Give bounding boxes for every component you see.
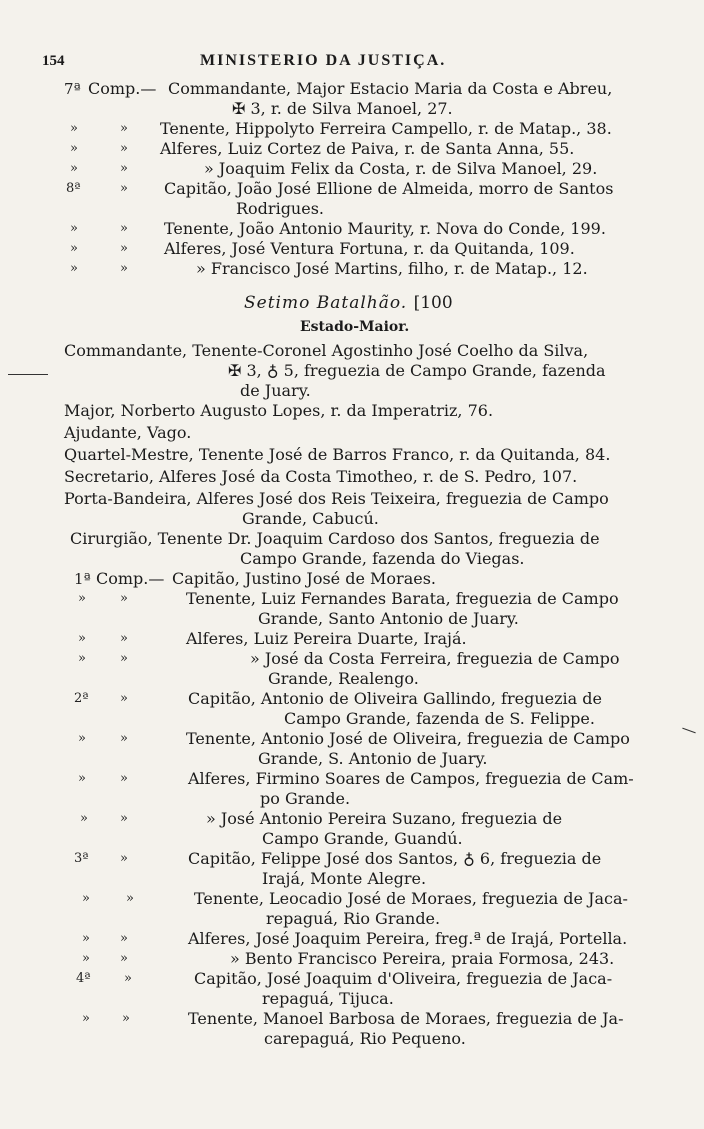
- entry-line: Grande, Realengo.: [268, 669, 419, 688]
- staff-cirurgiao-cont: Campo Grande, fazenda do Viegas.: [240, 549, 525, 568]
- ditto-mark: »: [120, 261, 128, 276]
- staff-porta-bandeira-cont: Grande, Cabucú.: [242, 509, 379, 528]
- company-number: 1ª: [74, 570, 91, 588]
- staff-quartel-mestre: Quartel-Mestre, Tenente José de Barros Franco, r. da Quitanda, 84.: [64, 445, 611, 464]
- ditto-mark: »: [126, 891, 134, 906]
- staff-ajudante: Ajudante, Vago.: [64, 423, 192, 442]
- entry-line: Alferes, José Ventura Fortuna, r. da Quitanda, 109.: [164, 239, 575, 258]
- ditto-mark: »: [78, 771, 86, 786]
- entry-line: » Francisco José Martins, filho, r. de Matap., 12.: [196, 259, 588, 278]
- entry-line: carepaguá, Rio Pequeno.: [264, 1029, 466, 1048]
- entry-line: Alferes, José Joaquim Pereira, freg.ª de Irajá, Portella.: [188, 929, 628, 948]
- ditto-mark: »: [124, 971, 132, 986]
- company-number: 3ª: [74, 851, 89, 866]
- entry-line: po Grande.: [260, 789, 351, 808]
- entry-line: repaguá, Rio Grande.: [266, 909, 441, 928]
- ditto-mark: »: [120, 631, 128, 646]
- entry-line: Rodrigues.: [236, 199, 324, 218]
- ditto-mark: »: [120, 731, 128, 746]
- company-number: 4ª: [76, 971, 91, 986]
- entry-line: » Joaquim Felix da Costa, r. de Silva Manoel, 29.: [204, 159, 598, 178]
- ditto-mark: »: [82, 1011, 90, 1026]
- ditto-mark: »: [120, 651, 128, 666]
- staff-secretario: Secretario, Alferes José da Costa Timotheo, r. de S. Pedro, 107.: [64, 467, 578, 486]
- entry-line: Capitão, Felippe José dos Santos, ♁ 6, freguezia de: [188, 849, 602, 868]
- ditto-mark: »: [120, 181, 128, 196]
- staff-porta-bandeira: Porta-Bandeira, Alferes José dos Reis Teixeira, freguezia de Campo: [64, 489, 609, 508]
- entry-line: Tenente, Luiz Fernandes Barata, freguezia de Campo: [186, 589, 619, 608]
- margin-mark: [8, 374, 48, 375]
- ditto-mark: »: [82, 931, 90, 946]
- entry-line: Grande, Santo Antonio de Juary.: [258, 609, 519, 628]
- ditto-mark: »: [120, 591, 128, 606]
- comp-label: Comp.—: [96, 569, 165, 588]
- ditto-mark: »: [70, 221, 78, 236]
- section-subtitle: Estado-Maior.: [300, 319, 410, 335]
- ditto-mark: »: [120, 141, 128, 156]
- section-title-text: Setimo Batalhão.: [244, 293, 408, 313]
- entry-line: Grande, S. Antonio de Juary.: [258, 749, 488, 768]
- section-count: [100: [413, 293, 453, 313]
- medal-icon: ♁: [463, 849, 475, 868]
- staff-commandante: Commandante, Tenente-Coronel Agostinho José Coelho da Silva,: [64, 341, 589, 360]
- entry-line: Tenente, Hippolyto Ferreira Campello, r. de Matap., 38.: [160, 119, 612, 138]
- section-title: [244, 294, 453, 312]
- page-number: 154: [42, 53, 65, 69]
- ditto-mark: »: [120, 931, 128, 946]
- ditto-mark: »: [120, 241, 128, 256]
- entry-line: Tenente, João Antonio Maurity, r. Nova do Conde, 199.: [164, 219, 606, 238]
- ditto-mark: »: [78, 651, 86, 666]
- entry-line: Alferes, Firmino Soares de Campos, freguezia de Cam-: [188, 769, 634, 788]
- cross-icon: ✠: [228, 361, 242, 380]
- ditto-mark: »: [120, 161, 128, 176]
- ditto-mark: »: [70, 261, 78, 276]
- ditto-mark: »: [70, 241, 78, 256]
- comp-label: Comp.—: [88, 79, 157, 98]
- entry-line: » Bento Francisco Pereira, praia Formosa, 243.: [230, 949, 615, 968]
- staff-commandante-cont: ✠ 3, ♁ 5, freguezia de Campo Grande, fazenda: [228, 361, 606, 380]
- entry-line: repaguá, Tijuca.: [262, 989, 394, 1008]
- ditto-mark: »: [120, 121, 128, 136]
- cross-icon: ✠: [232, 99, 246, 118]
- ditto-mark: »: [120, 811, 128, 826]
- company-number: 2ª: [74, 691, 89, 706]
- entry-line: [232, 100, 453, 118]
- entry-line: Capitão, José Joaquim d'Oliveira, freguezia de Jaca-: [194, 969, 613, 988]
- entry-line: Campo Grande, Guandú.: [262, 829, 463, 848]
- entry-line: Tenente, Leocadio José de Moraes, freguezia de Jaca-: [194, 889, 628, 908]
- ditto-mark: »: [82, 951, 90, 966]
- ditto-mark: »: [78, 591, 86, 606]
- entry-line: Irajá, Monte Alegre.: [262, 869, 427, 888]
- ditto-mark: »: [120, 771, 128, 786]
- entry-line: Tenente, Antonio José de Oliveira, freguezia de Campo: [186, 729, 630, 748]
- entry-text: 3, r. de Silva Manoel, 27.: [250, 99, 453, 118]
- entry-line: Alferes, Luiz Pereira Duarte, Irajá.: [186, 629, 467, 648]
- ditto-mark: »: [120, 221, 128, 236]
- ditto-mark: »: [78, 731, 86, 746]
- ditto-mark: »: [120, 951, 128, 966]
- ditto-mark: »: [120, 851, 128, 866]
- ditto-mark: »: [70, 161, 78, 176]
- staff-major: Major, Norberto Augusto Lopes, r. da Imperatriz, 76.: [64, 401, 494, 420]
- page-title: MINISTERIO DA JUSTIÇA.: [200, 52, 447, 69]
- ditto-mark: »: [70, 141, 78, 156]
- entry-line: Alferes, Luiz Cortez de Paiva, r. de Santa Anna, 55.: [160, 139, 575, 158]
- entry-line: Capitão, João José Ellione de Almeida, morro de Santos: [164, 179, 614, 198]
- entry-line: Campo Grande, fazenda de S. Felippe.: [284, 709, 595, 728]
- entry-line: Capitão, Justino José de Moraes.: [172, 569, 436, 588]
- entry-line: Capitão, Antonio de Oliveira Gallindo, freguezia de: [188, 689, 602, 708]
- ditto-mark: »: [70, 121, 78, 136]
- entry-line: Commandante, Major Estacio Maria da Costa e Abreu,: [168, 79, 613, 98]
- entry-line: Tenente, Manoel Barbosa de Moraes, freguezia de Ja-: [188, 1009, 624, 1028]
- medal-icon: ♁: [266, 361, 279, 380]
- entry-line: » José da Costa Ferreira, freguezia de Campo: [250, 649, 620, 668]
- company-number: 7ª: [64, 80, 81, 98]
- ditto-mark: »: [122, 1011, 130, 1026]
- staff-cirurgiao: Cirurgião, Tenente Dr. Joaquim Cardoso dos Santos, freguezia de: [70, 529, 600, 548]
- entry-line: » José Antonio Pereira Suzano, freguezia de: [206, 809, 563, 828]
- staff-commandante-cont: de Juary.: [240, 381, 311, 400]
- company-number: 8ª: [66, 181, 81, 196]
- ditto-mark: »: [82, 891, 90, 906]
- margin-mark: [682, 728, 695, 734]
- ditto-mark: »: [120, 691, 128, 706]
- ditto-mark: »: [78, 631, 86, 646]
- ditto-mark: »: [80, 811, 88, 826]
